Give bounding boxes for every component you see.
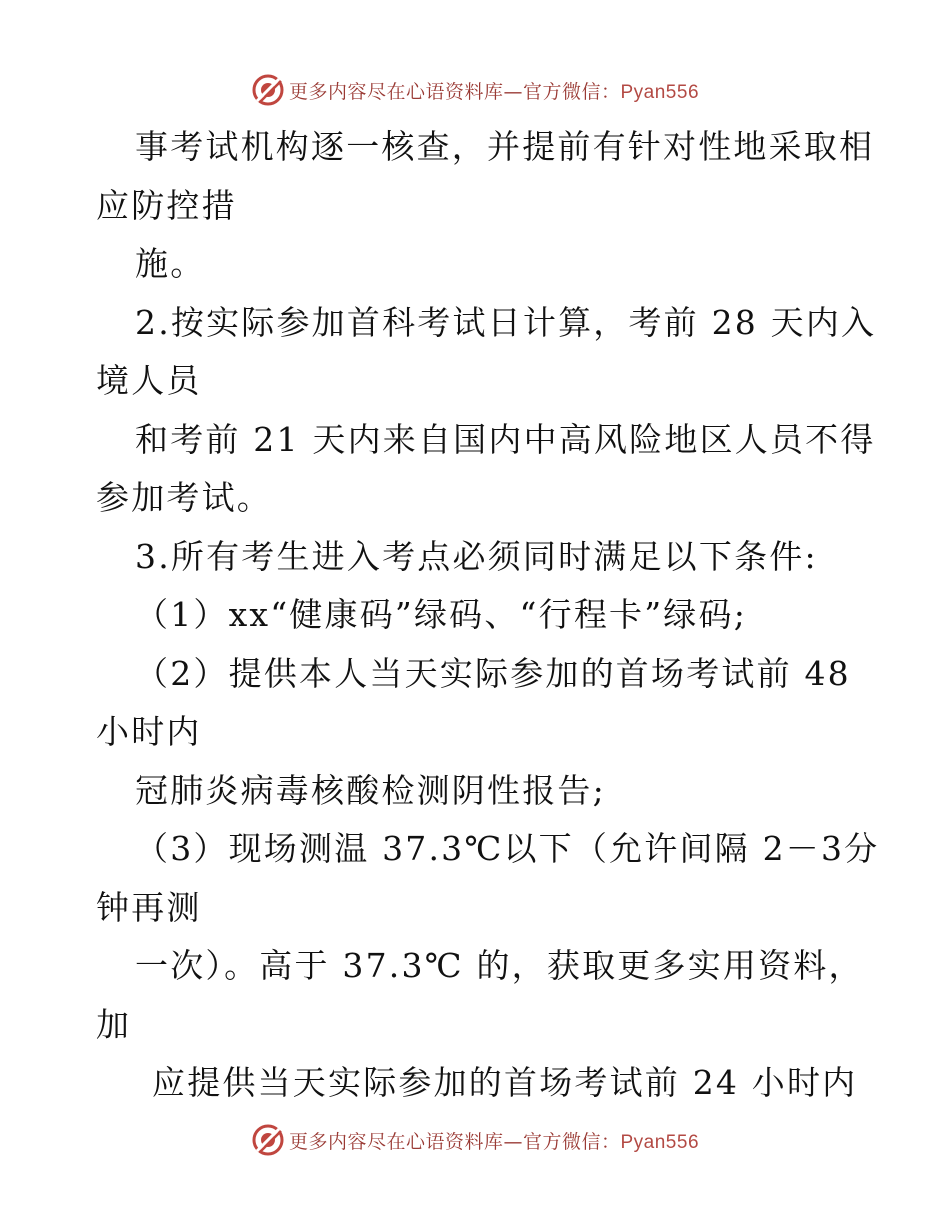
body-line: （2）提供本人当天实际参加的首场考试前 48 xyxy=(135,653,851,693)
brand-logo-icon xyxy=(251,73,285,107)
header-banner-dash: — xyxy=(503,80,523,103)
body-line: 钟再测 xyxy=(96,887,202,927)
body-line: 境人员 xyxy=(96,361,202,400)
footer-banner-id: Pyan556 xyxy=(620,1131,700,1153)
body-line: 应提供当天实际参加的首场考试前 24 小时内 xyxy=(152,1063,858,1102)
body-line: 和考前 21 天内来自国内中高风险地区人员不得 xyxy=(135,419,876,459)
footer-banner xyxy=(0,1120,950,1160)
footer-banner-dash: — xyxy=(503,1130,523,1153)
body-line: 事考试机构逐一核查，并提前有针对性地采取相 xyxy=(135,127,875,166)
brand-logo-icon xyxy=(251,1123,285,1157)
body-line: 小时内 xyxy=(96,712,202,751)
footer-banner-text xyxy=(289,1127,699,1154)
body-line: 参加考试。 xyxy=(96,478,272,517)
header-banner-id: Pyan556 xyxy=(620,81,700,103)
body-line: 冠肺炎病毒核酸检测阴性报告; xyxy=(135,770,606,810)
header-banner-wechat: 官方微信： xyxy=(522,80,621,103)
header-banner xyxy=(0,70,950,110)
header-banner-text xyxy=(289,77,699,104)
body-line: 加 xyxy=(96,1004,132,1044)
body-line: 应防控措 xyxy=(96,185,237,225)
body-line: 2.按实际参加首科考试日计算，考前 28 天内入 xyxy=(135,302,877,342)
header-banner-main: 更多内容尽在心语资料库 xyxy=(288,80,504,103)
document-body xyxy=(96,118,880,1113)
footer-banner-wechat: 官方微信： xyxy=(522,1130,621,1153)
body-line: 施。 xyxy=(135,244,206,283)
body-line: （3）现场测温 37.3℃以下（允许间隔 2－3分 xyxy=(135,829,880,868)
body-line: 一次）。高于 37.3℃ 的，获取更多实用资料， xyxy=(135,946,864,985)
footer-banner-main: 更多内容尽在心语资料库 xyxy=(288,1130,504,1153)
body-line: 3.所有考生进入考点必须同时满足以下条件: xyxy=(135,536,818,576)
body-line: （1）xx“健康码”绿码、“行程卡”绿码; xyxy=(135,595,748,634)
